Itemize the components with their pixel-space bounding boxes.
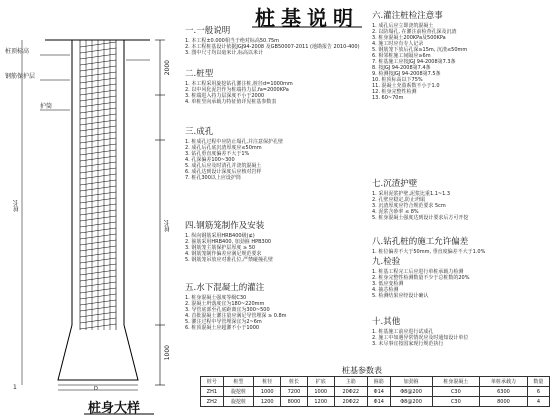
table-header-cell: 桩长 <box>281 377 308 387</box>
section-line: 9. 检测按JGJ 94-2008第7.5条 <box>372 71 441 77</box>
section-line: 6. 相邻桩施工间隔应≥6m <box>372 53 431 59</box>
table-cell: 1000 <box>307 387 334 397</box>
section-line: 1. 纵向钢筋采用HRB400级(⊈) <box>185 233 255 239</box>
section-underwater-concrete <box>185 284 370 331</box>
section-line: 5. 检测结果应经设计确认 <box>372 293 429 299</box>
section-line: 4. 钢筋笼制作偏差应满足规范要求 <box>185 251 262 257</box>
table-cell: C30 <box>432 387 480 397</box>
section-line: 13. 60~70m <box>372 95 404 101</box>
section-line: 5. 钢筋笼吊放应对准孔位,严禁碰撞孔壁 <box>185 257 273 263</box>
side-note: 钢筋保护层 <box>5 73 36 80</box>
section-line: 3. 桩端进入持力层深度不小于2000 <box>185 93 265 99</box>
table-header-cell: 单桩承载力 <box>480 377 528 387</box>
section-title: 十.其他 <box>372 317 401 327</box>
section-title: 二.桩型 <box>185 69 214 79</box>
section-drilling <box>185 128 370 181</box>
section-line: 1. 本工程采用旋挖钻孔灌注桩,桩径d=1000mm <box>185 81 293 87</box>
table-cell: ZH2 <box>201 397 224 407</box>
section-title: 一.一般说明 <box>185 26 231 36</box>
section-other <box>372 318 557 347</box>
section-line: 5. 钢筋笼下放后孔深≥15m, 沉渣≤50mm <box>372 47 468 53</box>
section-line: 3. 导管底部至孔底距离宜为300~500 <box>185 307 270 313</box>
section-rebar-cage <box>185 222 370 263</box>
table-cell: 1200 <box>307 397 334 407</box>
table-header-cell: 桩型 <box>223 377 254 387</box>
label-underline <box>84 413 154 417</box>
table-header-cell: 主筋 <box>334 377 367 387</box>
table-cell: Φ14 <box>368 397 391 407</box>
table-cell: C30 <box>432 397 480 407</box>
section-line: 2. 混凝土坍落度宜为180~220mm <box>185 301 265 307</box>
table-cell: 20Φ22 <box>334 387 367 397</box>
table-cell: 旋挖桩 <box>223 387 254 397</box>
section-line: 1. 桩位偏差不大于50mm, 垂直度偏差不大于1.0% <box>372 249 486 255</box>
section-line: 3. 低应变检测 <box>372 281 404 287</box>
section-line: 6. 桩顶混凝土应超灌不小于1000 <box>185 325 260 331</box>
section-line: 11. 混凝土充盈系数不小于1.0 <box>372 83 440 89</box>
side-note: 护筒 <box>40 103 53 110</box>
pile-section-label: 桩身大样 <box>88 401 141 416</box>
section-pouring-notes <box>372 12 557 101</box>
dim-mid: 桩长 <box>164 220 171 232</box>
table-cell: 4 <box>527 397 549 407</box>
param-table-title: 桩基参数表 <box>342 366 382 375</box>
section-title: 三.成孔 <box>185 127 214 137</box>
section-line: 7. 桩孔300以上应设护筒 <box>185 175 241 181</box>
section-line: 1. 成孔后应立即浇筑混凝土 <box>372 23 434 29</box>
section-line: 2. 孔壁应稳定,防止坍塌 <box>372 197 425 203</box>
table-cell: ZH1 <box>201 387 224 397</box>
dim-base: D <box>94 386 98 392</box>
section-line: 3. 图中尺寸均以毫米计,标高以米计 <box>185 50 263 56</box>
dim-bottom: 1000 <box>164 345 171 361</box>
section-line: 4. 首批混凝土灌注量应满足导管埋深 ≥ 0.8m <box>185 313 287 319</box>
section-line: 1. 采用泥浆护壁,泥浆比重1.1~1.3 <box>372 191 451 197</box>
section-line: 4. 抽芯检测 <box>372 287 399 293</box>
table-cell: 6 <box>527 387 549 397</box>
table-row <box>201 387 550 397</box>
section-pile-type <box>185 70 370 105</box>
table-cell: 20Φ22 <box>334 397 367 407</box>
section-line: 4. 孔深偏差100~300 <box>185 157 235 163</box>
table-header-cell: 扩底 <box>307 377 334 387</box>
section-line: 2. 成孔后孔底沉渣厚度应≤50mm <box>185 145 262 151</box>
section-line: 8. 按JGJ 94-2008第7.4条 <box>372 65 431 71</box>
section-title: 七.沉渣护壁 <box>372 179 418 189</box>
table-cell: 1200 <box>254 397 281 407</box>
dim-top: 2000 <box>164 60 171 76</box>
table-cell: 8000 <box>281 397 308 407</box>
table-header-cell: 桩身混凝土 <box>432 377 480 387</box>
section-line: 2. 箍筋采用HRB400, 加劲箍 HPB300 <box>185 239 272 245</box>
section-line: 1. 本工程±0.000相当于绝对标高50.75m <box>185 38 280 44</box>
table-cell: Φ14 <box>368 387 391 397</box>
section-line: 1. 桩基工程完工后应进行单桩承载力检测 <box>372 269 464 275</box>
sheet-title: 桩基说明 <box>255 6 359 30</box>
section-line: 2. 桩身完整性检测数量不少于总桩数的20% <box>372 275 470 281</box>
section-line: 5. 灌注过程中导管埋深宜为2~6m <box>185 319 262 325</box>
section-title: 九.检验 <box>372 257 401 267</box>
section-line: 6. 成孔达到设计深度后应核对岩样 <box>185 169 262 175</box>
section-line: 10. 桩顶标高以下75% <box>372 77 423 83</box>
side-note: 桩顶标高 <box>5 48 30 55</box>
table-header-cell: 箍筋 <box>368 377 391 387</box>
section-line: 2. 以中风化泥岩作为桩端持力层,fa=2000KPa <box>185 87 289 93</box>
section-title: 四.钢筋笼制作及安装 <box>185 221 265 231</box>
section-line: 4. 单桩竖向承载力特征值详见桩基参数表 <box>185 99 277 105</box>
section-line: 1. 桩身混凝土强度等级C30 <box>185 295 247 301</box>
section-general <box>185 27 370 56</box>
table-cell: Φ8@200 <box>390 397 432 407</box>
section-line: 2. 本工程桩基设计依据JGJ94-2008 及GB50007-2011 (地勘报告 2010-400) <box>185 44 360 50</box>
section-line: 3. 未尽事宜按国家现行规范执行 <box>372 341 444 347</box>
table-header-cell: 桩号 <box>201 377 224 387</box>
table-cell: 8000 <box>480 397 528 407</box>
table-cell: Φ8@200 <box>390 387 432 397</box>
section-title: 五.水下混凝土的灌注 <box>185 283 265 293</box>
side-note: 桩长 <box>13 200 20 212</box>
section-line: 12. 桩身完整性检测 <box>372 89 417 95</box>
table-cell: 旋挖桩 <box>223 397 254 407</box>
side-note: 1 <box>13 384 17 391</box>
table-header-cell: 桩径 <box>254 377 281 387</box>
table-header-row <box>201 377 550 387</box>
section-line: 2. 施工中如遇异常情况应及时通知设计单位 <box>372 335 469 341</box>
section-line: 2. 以防塌孔, 在灌注前检查孔深及沉渣 <box>372 29 457 35</box>
section-tolerance <box>372 238 557 255</box>
table-row <box>201 397 550 407</box>
section-line: 1. 桩成孔过程中应防止塌孔,并注意保护孔壁 <box>185 139 283 145</box>
section-line: 3. 钻孔垂直度偏差不大于1% <box>185 151 250 157</box>
param-table <box>200 376 550 407</box>
section-line: 3. 沉渣厚度应符合规范要求 5cm <box>372 203 446 209</box>
table-cell: 7200 <box>281 387 308 397</box>
section-line: 1. 桩基施工前应进行试成孔 <box>372 329 434 335</box>
section-line: 4. 泥浆含砂率 ≤ 8% <box>372 209 419 215</box>
section-line: 3. 钢筋笼主筋保护层厚度 ≥ 50 <box>185 245 256 251</box>
section-line: 7. 桩基施工应按JGJ 94-2008第7.3条 <box>372 59 456 65</box>
section-inspection <box>372 258 557 299</box>
section-line: 5. 成孔后应及时清孔并浇筑混凝土 <box>185 163 262 169</box>
table-header-cell: 加劲箍 <box>390 377 432 387</box>
section-slurry-wall <box>372 180 557 221</box>
section-line: 5. 桩身混凝土强度达到设计要求后方可开挖 <box>372 215 469 221</box>
section-title: 六.灌注桩检注意事 <box>372 11 443 21</box>
table-cell: 6300 <box>480 387 528 397</box>
table-header-cell: 数量 <box>527 377 549 387</box>
section-line: 4. 施工时应有专人记录 <box>372 41 424 47</box>
section-title: 八.钻孔桩的施工允许偏差 <box>372 237 469 247</box>
section-line: 3. 桩身混凝土200KPa及500KPa <box>372 35 446 41</box>
table-cell: 1000 <box>254 387 281 397</box>
